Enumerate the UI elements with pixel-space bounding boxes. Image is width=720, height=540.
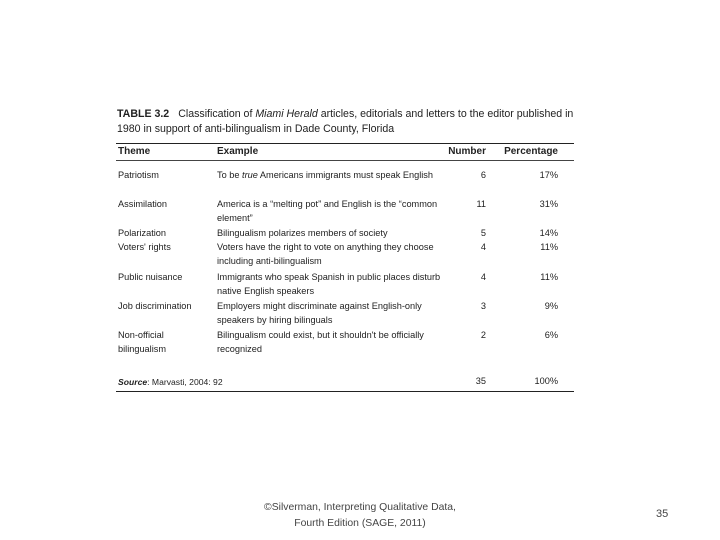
cell-example-text: To be [217, 170, 243, 180]
caption-text-before: Classification of [178, 108, 256, 120]
cell-percentage: 11% [540, 242, 558, 252]
header-number: Number [448, 146, 486, 157]
cell-example: Employers might discriminate against English-only speakers by hiring bilinguals [217, 301, 422, 325]
source-label: Source [118, 377, 148, 387]
cell-theme: Public nuisance [118, 272, 183, 282]
cell-theme: Job discrimination [118, 301, 192, 311]
table-source [118, 377, 223, 387]
footer-line-1: ©Silverman, Interpreting Qualitative Data, [264, 502, 456, 513]
cell-theme: Voters' rights [118, 242, 171, 252]
slide-footer [250, 500, 470, 532]
cell-example-text: Americans immigrants must speak English [257, 170, 434, 180]
cell-example: Voters have the right to vote on anything they choose including anti-bilingualism [217, 242, 434, 266]
cell-number: 2 [480, 330, 486, 340]
cell-example: Immigrants who speak Spanish in public places disturb native English speakers [217, 272, 441, 296]
cell-theme: Polarization [118, 228, 167, 238]
page-number: 35 [656, 508, 669, 520]
cell-number: 6 [480, 170, 486, 180]
total-percentage: 100% [534, 376, 558, 386]
total-number: 35 [475, 376, 486, 386]
cell-percentage: 11% [540, 272, 558, 282]
footer-line-2: Fourth Edition (SAGE, 2011) [294, 518, 426, 529]
cell-number: 4 [480, 272, 486, 282]
table-header-row [116, 144, 574, 160]
header-example: Example [217, 146, 259, 157]
cell-number: 11 [476, 199, 486, 209]
data-table [116, 143, 574, 392]
table-bottom-rule [116, 391, 574, 392]
table-caption [117, 107, 577, 137]
cell-theme: Assimilation [118, 199, 168, 209]
cell-example: America is a “melting pot” and English is the “common element” [217, 199, 438, 223]
cell-number: 4 [480, 242, 486, 252]
header-theme: Theme [118, 146, 151, 157]
caption-text-after: articles, editorials and letters to the editor published in 1980 in support of anti-bilingualism in Dade County, Florida [117, 108, 574, 135]
cell-percentage: 6% [544, 330, 558, 340]
cell-percentage: 31% [539, 199, 558, 209]
cell-example [217, 168, 447, 182]
cell-theme: Patriotism [118, 170, 159, 180]
cell-number: 5 [480, 228, 486, 238]
table-label: TABLE 3.2 [117, 108, 170, 120]
cell-percentage: 14% [539, 228, 558, 238]
source-text: : Marvasti, 2004: 92 [147, 377, 223, 387]
caption-text-italic: Miami Herald [255, 108, 318, 120]
cell-example: Bilingualism could exist, but it shouldn't be officially recognized [217, 330, 424, 354]
cell-number: 3 [480, 301, 486, 311]
table-body [116, 161, 574, 374]
cell-percentage: 17% [539, 170, 558, 180]
cell-example-italic: true [242, 170, 258, 180]
cell-example: Bilingualism polarizes members of society [217, 228, 388, 238]
cell-theme: Non-official bilingualism [118, 330, 167, 354]
header-percentage: Percentage [504, 146, 558, 157]
cell-percentage: 9% [544, 301, 558, 311]
